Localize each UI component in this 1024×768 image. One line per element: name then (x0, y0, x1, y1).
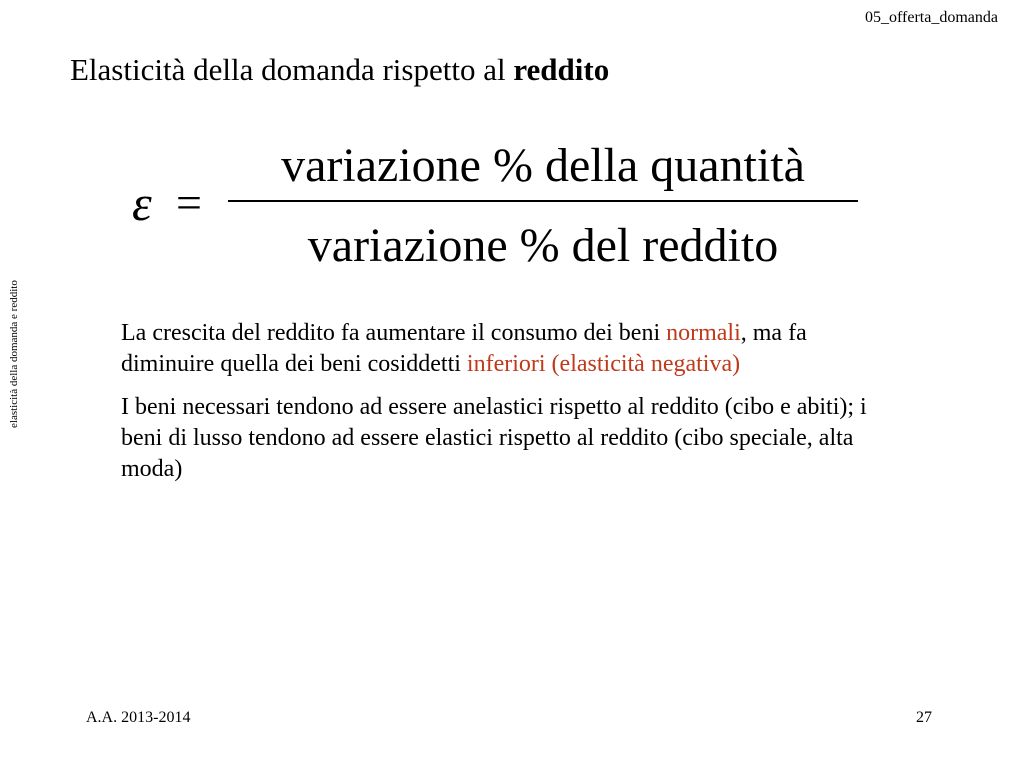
title-prefix: Elasticità della domanda rispetto al (70, 52, 514, 87)
highlight-normali: normali (666, 320, 741, 346)
footer-academic-year: A.A. 2013-2014 (86, 709, 191, 726)
formula-denominator: variazione % del reddito (307, 219, 779, 272)
paragraph-necessity-luxury: I beni necessari tendono ad essere anelastici rispetto al reddito (cibo e abiti); i beni di lusso tendono ad essere elastici rispetto al reddito (cibo speciale, alta moda) (121, 394, 867, 482)
slide-body (121, 318, 901, 497)
formula-numerator: variazione % della quantità (281, 139, 805, 192)
vertical-section-label: elasticità della domanda e reddito (8, 280, 20, 428)
file-label: 05_offerta_domanda (865, 9, 998, 26)
title-emphasis: reddito (513, 52, 610, 87)
paragraph1-part2: , ma fa diminuire quella dei beni cosiddetti (121, 320, 807, 377)
slide-title (70, 52, 609, 88)
highlight-inferiori: inferiori (elasticità negativa) (466, 351, 741, 377)
paragraph1-part1: La crescita del reddito fa aumentare il consumo dei beni (121, 320, 667, 346)
equals-sign: = (176, 177, 202, 228)
paragraph-income-effect (121, 318, 901, 380)
fraction-line (228, 200, 858, 202)
epsilon-symbol: ε (132, 175, 152, 231)
footer-page-number: 27 (916, 709, 932, 726)
